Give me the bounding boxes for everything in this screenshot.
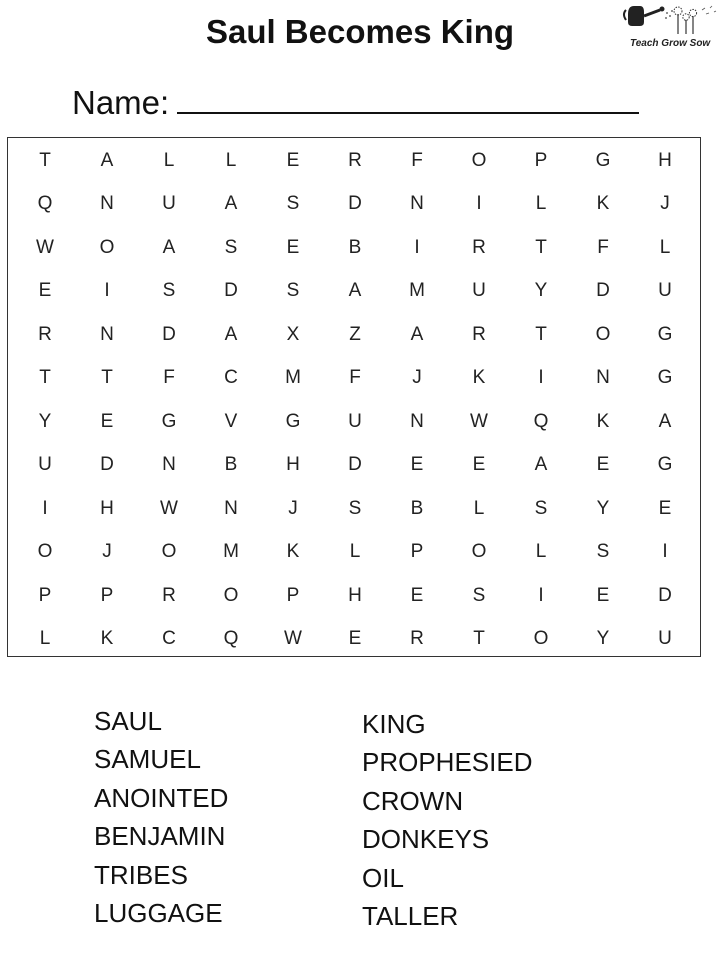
grid-letter-cell[interactable]: K (596, 410, 610, 432)
grid-letter-cell[interactable]: I (538, 584, 544, 606)
grid-letter-cell[interactable]: I (414, 236, 420, 258)
grid-letter-cell[interactable]: F (411, 149, 423, 171)
grid-letter-cell[interactable]: C (224, 367, 238, 389)
grid-letter-cell[interactable]: D (162, 323, 176, 345)
grid-letter-cell[interactable]: I (476, 193, 482, 215)
grid-letter-cell[interactable]: Y (596, 497, 610, 519)
word-list-item: CROWN (362, 785, 464, 816)
grid-letter-cell[interactable]: I (104, 280, 110, 302)
grid-letter-cell[interactable]: Y (38, 410, 52, 432)
grid-letter-cell[interactable]: W (470, 410, 488, 432)
grid-letter-cell[interactable]: U (162, 193, 176, 215)
grid-letter-cell[interactable]: J (288, 497, 298, 519)
grid-letter-cell[interactable]: S (348, 497, 362, 519)
word-list-item: BENJAMIN (94, 821, 226, 852)
grid-letter-cell[interactable]: S (286, 280, 300, 302)
grid-letter-cell[interactable]: A (224, 193, 238, 215)
word-list-item: OIL (362, 862, 404, 893)
grid-letter-cell[interactable]: N (162, 454, 176, 476)
grid-letter-cell[interactable]: J (102, 541, 112, 563)
grid-letter-cell[interactable]: E (596, 454, 610, 476)
grid-letter-cell[interactable]: W (36, 236, 54, 258)
grid-letter-cell[interactable]: A (348, 280, 362, 302)
grid-letter-cell[interactable]: K (472, 367, 486, 389)
word-list-item: PROPHESIED (362, 747, 533, 778)
grid-letter-cell[interactable]: P (38, 584, 52, 606)
grid-letter-cell[interactable]: L (225, 149, 237, 171)
grid-letter-cell[interactable]: I (662, 541, 668, 563)
watering-can-dandelion-icon (620, 0, 720, 40)
grid-letter-cell[interactable]: N (224, 497, 238, 519)
grid-letter-cell[interactable]: O (533, 628, 549, 650)
grid-letter-cell[interactable]: N (100, 193, 114, 215)
grid-letter-cell[interactable]: A (658, 410, 672, 432)
grid-letter-cell[interactable]: R (410, 628, 424, 650)
grid-letter-cell[interactable]: X (286, 323, 300, 345)
grid-letter-cell[interactable]: R (162, 584, 176, 606)
grid-letter-cell[interactable]: O (471, 149, 487, 171)
grid-letter-cell[interactable]: Z (349, 323, 361, 345)
grid-letter-cell[interactable]: C (162, 628, 176, 650)
name-write-line[interactable] (177, 78, 639, 114)
word-search-grid (14, 139, 696, 661)
grid-letter-cell[interactable]: G (285, 410, 301, 432)
grid-letter-cell[interactable]: E (410, 584, 424, 606)
teach-grow-sow-logo (620, 0, 720, 58)
grid-letter-cell[interactable]: I (538, 367, 544, 389)
grid-letter-cell[interactable]: O (223, 584, 239, 606)
grid-letter-cell[interactable]: E (100, 410, 114, 432)
grid-letter-cell[interactable]: L (535, 193, 547, 215)
word-list-item: SAUL (94, 706, 162, 736)
grid-letter-cell[interactable]: H (286, 454, 300, 476)
word-list-item: ANOINTED (94, 782, 229, 813)
grid-letter-cell[interactable]: B (410, 497, 424, 519)
grid-letter-cell[interactable]: D (596, 280, 610, 302)
grid-letter-cell[interactable]: Y (596, 628, 610, 650)
grid-letter-cell[interactable]: Q (37, 193, 53, 215)
grid-letter-cell[interactable]: K (596, 193, 610, 215)
grid-letter-cell[interactable]: P (534, 149, 548, 171)
grid-letter-cell[interactable]: L (163, 149, 175, 171)
grid-letter-cell[interactable]: S (162, 280, 176, 302)
word-list-item: LUGGAGE (94, 898, 223, 929)
grid-letter-cell[interactable]: U (472, 280, 486, 302)
grid-letter-cell[interactable]: S (534, 497, 548, 519)
grid-letter-cell[interactable]: E (472, 454, 486, 476)
grid-letter-cell[interactable]: U (348, 410, 362, 432)
grid-letter-cell[interactable]: R (348, 149, 362, 171)
page-title: Saul Becomes King (205, 13, 515, 50)
grid-letter-cell[interactable]: R (472, 236, 486, 258)
grid-letter-cell[interactable]: D (224, 280, 238, 302)
grid-letter-cell[interactable]: L (349, 541, 361, 563)
grid-letter-cell[interactable]: O (99, 236, 115, 258)
grid-letter-cell[interactable]: J (660, 193, 670, 215)
grid-letter-cell[interactable]: U (658, 280, 672, 302)
word-list-item: DONKEYS (362, 824, 490, 855)
grid-letter-cell[interactable]: L (39, 628, 51, 650)
grid-letter-cell[interactable]: G (657, 323, 673, 345)
word-list-left (94, 702, 228, 932)
grid-letter-cell[interactable]: A (410, 323, 424, 345)
grid-letter-cell[interactable]: W (160, 497, 178, 519)
grid-letter-cell[interactable]: Y (534, 280, 548, 302)
word-search-grid-box (7, 137, 701, 657)
name-field-row (72, 78, 639, 125)
word-list-item: KING (362, 709, 426, 739)
grid-letter-cell[interactable]: H (348, 584, 362, 606)
grid-letter-cell[interactable]: T (39, 149, 51, 171)
grid-letter-cell[interactable]: B (224, 454, 238, 476)
grid-letter-cell[interactable]: O (161, 541, 177, 563)
grid-letter-cell[interactable]: K (286, 541, 300, 563)
grid-letter-cell[interactable]: F (597, 236, 609, 258)
grid-letter-cell[interactable]: I (42, 497, 48, 519)
grid-letter-cell[interactable]: G (657, 454, 673, 476)
grid-letter-cell[interactable]: R (38, 323, 52, 345)
grid-letter-cell[interactable]: D (100, 454, 114, 476)
grid-letter-cell[interactable]: H (658, 149, 672, 171)
grid-letter-cell[interactable]: D (658, 584, 672, 606)
grid-letter-cell[interactable]: P (100, 584, 114, 606)
grid-letter-cell[interactable]: W (284, 628, 302, 650)
grid-letter-cell[interactable]: L (473, 497, 485, 519)
grid-letter-cell[interactable]: A (534, 454, 548, 476)
grid-letter-cell[interactable]: D (348, 193, 362, 215)
grid-letter-cell[interactable]: M (409, 280, 425, 302)
grid-letter-cell[interactable]: T (473, 628, 485, 650)
grid-letter-cell[interactable]: E (658, 497, 672, 519)
grid-letter-cell[interactable]: P (286, 584, 300, 606)
grid-letter-cell[interactable]: T (535, 323, 547, 345)
grid-letter-cell[interactable]: A (100, 149, 114, 171)
grid-letter-cell[interactable]: Q (223, 628, 239, 650)
name-label: Name: (72, 84, 170, 121)
grid-letter-cell[interactable]: B (348, 236, 362, 258)
grid-letter-cell[interactable]: Q (533, 410, 549, 432)
grid-letter-cell[interactable]: U (658, 628, 672, 650)
grid-letter-cell[interactable]: N (100, 323, 114, 345)
grid-letter-cell[interactable]: S (472, 584, 486, 606)
grid-letter-cell[interactable]: P (410, 541, 424, 563)
grid-letter-cell[interactable]: T (101, 367, 113, 389)
grid-letter-cell[interactable]: A (224, 323, 238, 345)
grid-letter-cell[interactable]: L (535, 541, 547, 563)
logo-text: Teach Grow Sow (630, 38, 711, 49)
grid-letter-cell[interactable]: M (285, 367, 301, 389)
grid-letter-cell[interactable]: O (595, 323, 611, 345)
grid-letter-cell[interactable]: H (100, 497, 114, 519)
grid-letter-cell[interactable]: J (412, 367, 422, 389)
grid-letter-cell[interactable]: E (286, 149, 300, 171)
grid-letter-cell[interactable]: V (224, 410, 238, 432)
grid-letter-cell[interactable]: G (161, 410, 177, 432)
word-list-item: TRIBES (94, 859, 188, 890)
grid-letter-cell[interactable]: S (224, 236, 238, 258)
grid-letter-cell[interactable]: S (596, 541, 610, 563)
word-list-right (362, 705, 533, 935)
grid-letter-cell[interactable]: E (410, 454, 424, 476)
grid-letter-cell[interactable]: T (535, 236, 547, 258)
grid-letter-cell[interactable]: N (410, 410, 424, 432)
grid-letter-cell[interactable]: G (595, 149, 611, 171)
grid-letter-cell[interactable]: L (659, 236, 671, 258)
grid-letter-cell[interactable]: A (162, 236, 176, 258)
grid-letter-cell[interactable]: E (38, 280, 52, 302)
grid-letter-cell[interactable]: E (596, 584, 610, 606)
grid-letter-cell[interactable]: F (349, 367, 361, 389)
grid-letter-cell[interactable]: E (286, 236, 300, 258)
grid-letter-cell[interactable]: M (223, 541, 239, 563)
grid-letter-cell[interactable]: S (286, 193, 300, 215)
grid-letter-cell[interactable]: O (37, 541, 53, 563)
grid-letter-cell[interactable]: N (596, 367, 610, 389)
grid-letter-cell[interactable]: E (348, 628, 362, 650)
grid-letter-cell[interactable]: R (472, 323, 486, 345)
grid-letter-cell[interactable]: N (410, 193, 424, 215)
grid-letter-cell[interactable]: F (163, 367, 175, 389)
grid-letter-cell[interactable]: K (100, 628, 114, 650)
grid-letter-cell[interactable]: D (348, 454, 362, 476)
grid-letter-cell[interactable]: G (657, 367, 673, 389)
word-list-item: SAMUEL (94, 744, 201, 775)
grid-letter-cell[interactable]: T (39, 367, 51, 389)
grid-letter-cell[interactable]: O (471, 541, 487, 563)
grid-letter-cell[interactable]: U (38, 454, 52, 476)
word-list-item: TALLER (362, 901, 459, 932)
